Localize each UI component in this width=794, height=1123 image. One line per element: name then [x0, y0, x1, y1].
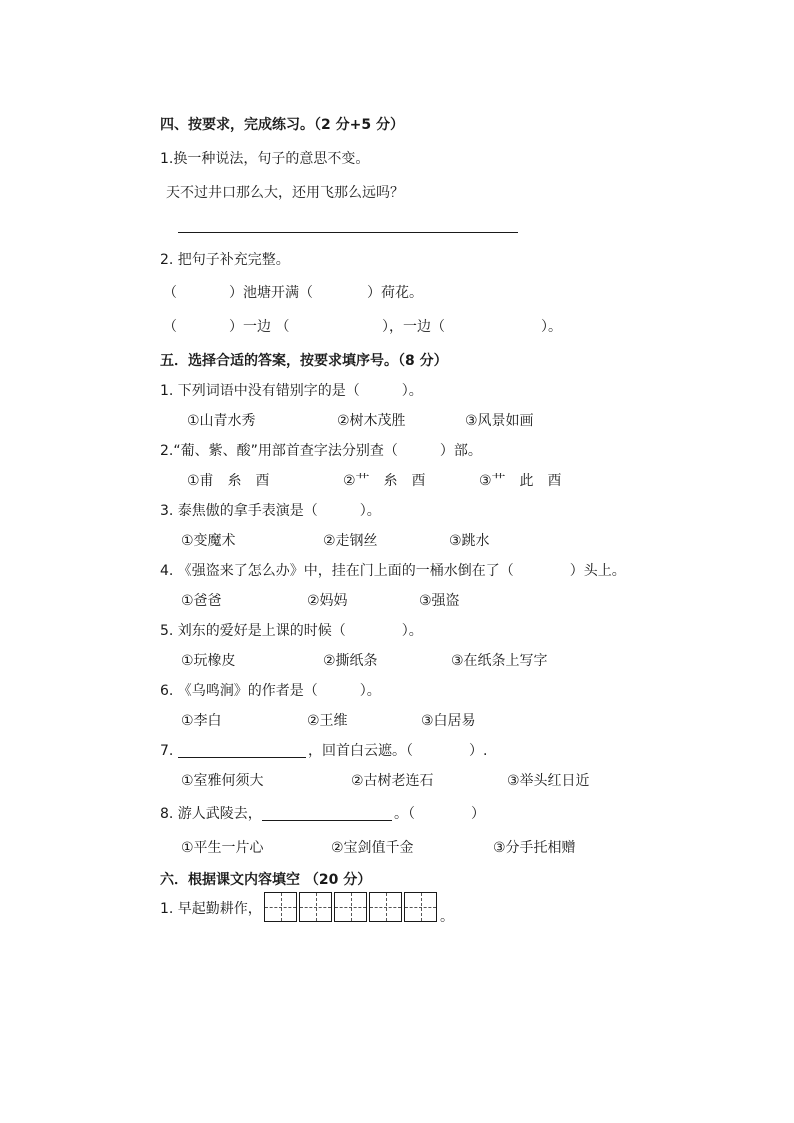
section6-q1-suffix: 。	[440, 909, 454, 925]
option-b[interactable]: ②王维	[307, 713, 348, 729]
fill-text-side2: ），一边（	[382, 319, 445, 335]
option-a[interactable]: ①甫 糸 酉	[187, 473, 270, 489]
option-c[interactable]: ③举头红日近	[507, 773, 590, 789]
question-text: 8. 游人武陵去，	[160, 806, 262, 822]
question-text: ，回首白云遮。（ ）.	[308, 743, 488, 759]
question-text: 3. 泰焦傲的拿手表演是（ ）。	[160, 503, 381, 519]
option-c[interactable]: ③分手托相赠	[493, 840, 576, 856]
option-b[interactable]: ②艹 糸 酉	[343, 473, 426, 489]
section4-q1-prompt: 1.换一种说法，句子的意思不变。	[160, 151, 370, 167]
section4-q1-sentence: 天不过井口那么大，还用飞那么远吗？	[166, 185, 404, 201]
option-a[interactable]: ①爸爸	[181, 593, 222, 609]
tian-cell[interactable]	[334, 892, 367, 922]
question-text: 2.“葡、紫、酸”用部首查字法分别查（ ）部。	[160, 443, 482, 459]
section4-q2-prompt: 2. 把句子补充完整。	[160, 252, 290, 268]
section6-q1-prefix: 1. 早起勤耕作，	[160, 901, 262, 917]
fill-paren-open: （	[163, 285, 177, 301]
tian-cell[interactable]	[299, 892, 332, 922]
option-a[interactable]: ①平生一片心	[181, 840, 264, 856]
tian-grid	[264, 892, 439, 922]
option-a[interactable]: ①李白	[181, 713, 222, 729]
question-text: 1. 下列词语中没有错别字的是（ ）。	[160, 383, 423, 399]
option-b[interactable]: ②走钢丝	[323, 533, 378, 549]
option-c[interactable]: ③在纸条上写字	[451, 653, 548, 669]
option-c[interactable]: ③风景如画	[465, 413, 534, 429]
tian-cell[interactable]	[404, 892, 437, 922]
answer-line[interactable]	[178, 232, 518, 233]
option-c[interactable]: ③艹 此 酉	[479, 473, 562, 489]
section4-title: 四、按要求，完成练习。（2 分+5 分）	[160, 117, 404, 133]
option-b[interactable]: ②古树老连石	[351, 773, 434, 789]
option-c[interactable]: ③强盗	[419, 593, 460, 609]
fill-text-lotus: ）荷花。	[367, 285, 423, 301]
option-a[interactable]: ①山青水秀	[187, 413, 256, 429]
option-a[interactable]: ①玩橡皮	[181, 653, 236, 669]
question-text: 4. 《强盗来了怎么办》中，挂在门上面的一桶水倒在了（ ）头上。	[160, 563, 626, 579]
section5-title: 五．选择合适的答案，按要求填序号。（8 分）	[160, 353, 448, 369]
question-text: 6. 《乌鸣涧》的作者是（ ）。	[160, 683, 381, 699]
fill-text-end: ）。	[541, 319, 562, 335]
answer-line[interactable]	[262, 820, 392, 821]
tian-cell[interactable]	[264, 892, 297, 922]
option-c[interactable]: ③跳水	[449, 533, 490, 549]
fill-paren-open: （	[163, 319, 177, 335]
fill-text-pond: ）池塘开满（	[229, 285, 313, 301]
option-b[interactable]: ②妈妈	[307, 593, 348, 609]
question-text: 。（ ）	[394, 806, 485, 822]
fill-text-side1: ）一边 （	[229, 319, 290, 335]
option-c[interactable]: ③白居易	[421, 713, 476, 729]
option-b[interactable]: ②树木茂胜	[337, 413, 406, 429]
question-number: 7.	[160, 743, 174, 759]
answer-line[interactable]	[178, 757, 306, 758]
section6-title: 六．根据课文内容填空 （20 分）	[160, 872, 372, 888]
tian-cell[interactable]	[369, 892, 402, 922]
option-b[interactable]: ②宝剑值千金	[331, 840, 414, 856]
option-a[interactable]: ①室雅何须大	[181, 773, 264, 789]
question-text: 5. 刘东的爱好是上课的时候（ ）。	[160, 623, 423, 639]
option-b[interactable]: ②撕纸条	[323, 653, 378, 669]
option-a[interactable]: ①变魔术	[181, 533, 236, 549]
